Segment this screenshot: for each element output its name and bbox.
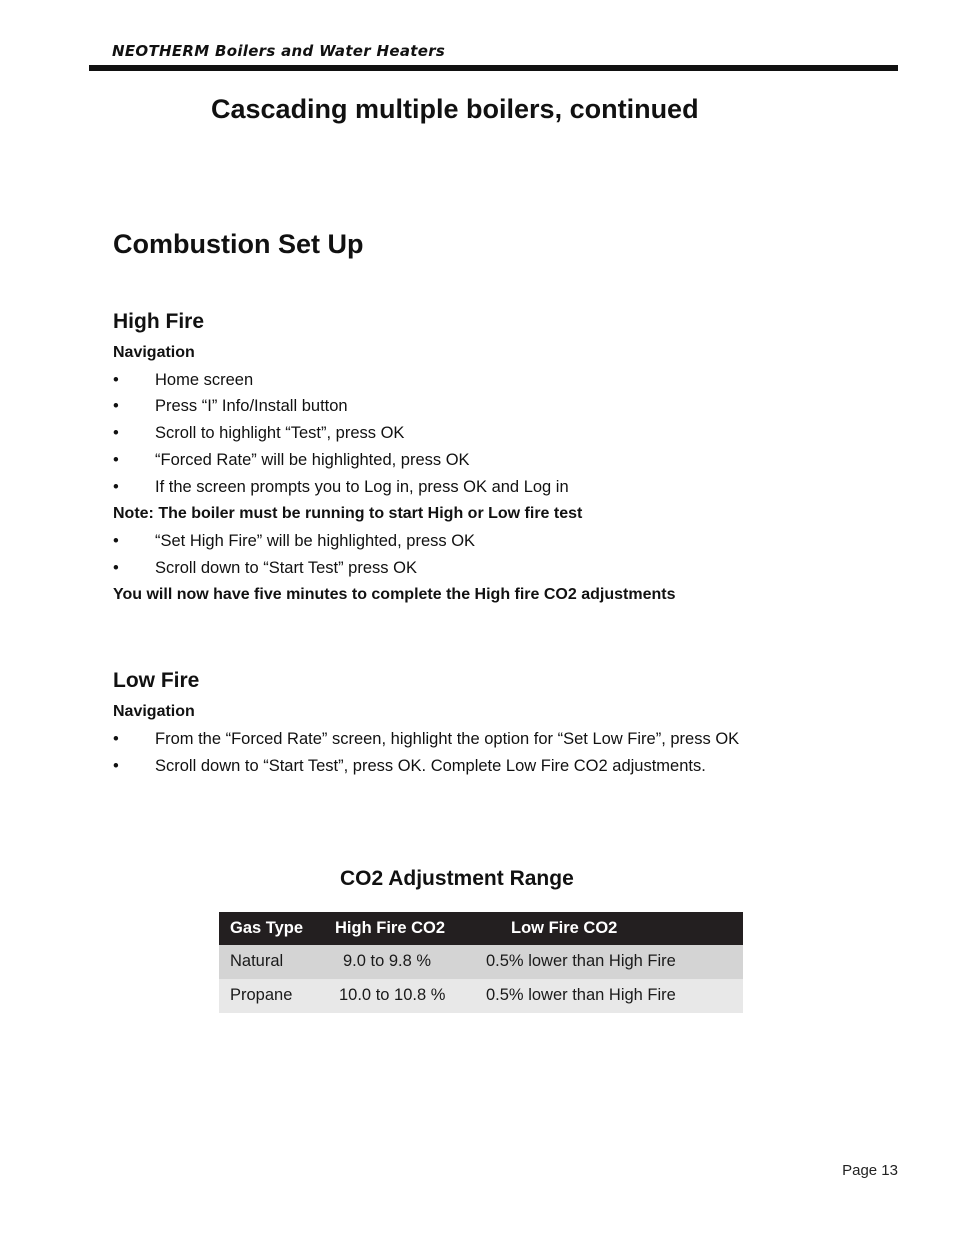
header-divider [89, 65, 898, 71]
section-title: Combustion Set Up [113, 229, 364, 259]
bullet: • [113, 451, 119, 469]
list-item-text: Scroll down to “Start Test”, press OK. Complete Low Fire CO2 adjustments. [155, 757, 706, 775]
table-row [219, 979, 743, 1013]
note-text: Note: The boiler must be running to start High or Low fire test [113, 505, 583, 522]
bullet: • [113, 478, 119, 496]
bullet: • [113, 397, 119, 415]
table-header-row [219, 912, 743, 945]
header-brand: NEOTHERM Boilers and Water Heaters [112, 42, 446, 60]
low-fire-heading: Low Fire [113, 669, 200, 692]
table-cell: Natural [230, 952, 284, 970]
column-header: Low Fire CO2 [511, 919, 618, 937]
table-cell: Propane [230, 986, 293, 1004]
low-fire-navigation-label: Navigation [113, 703, 195, 720]
bullet: • [113, 424, 119, 442]
bullet: • [113, 532, 119, 550]
co2-adjustment-table [219, 912, 743, 1013]
bullet: • [113, 730, 119, 748]
table-row [219, 945, 743, 979]
list-item-text: From the “Forced Rate” screen, highlight the option for “Set Low Fire”, press OK [155, 730, 740, 748]
bullet: • [113, 371, 119, 389]
bullet: • [113, 559, 119, 577]
list-item-text: Scroll to highlight “Test”, press OK [155, 424, 405, 442]
column-header: High Fire CO2 [335, 919, 446, 937]
high-fire-navigation-label: Navigation [113, 344, 195, 361]
table-title: CO2 Adjustment Range [340, 867, 574, 890]
table-cell: 9.0 to 9.8 % [343, 952, 432, 970]
list-item-text: If the screen prompts you to Log in, press OK and Log in [155, 478, 569, 496]
high-fire-heading: High Fire [113, 310, 205, 333]
list-item-text: Scroll down to “Start Test” press OK [155, 559, 417, 577]
list-item-text: Home screen [155, 371, 254, 389]
page-number: Page 13 [842, 1162, 898, 1179]
column-header: Gas Type [230, 919, 304, 937]
page-title: Cascading multiple boilers, continued [211, 94, 699, 124]
list-item-text: “Set High Fire” will be highlighted, press OK [155, 532, 476, 550]
list-item-text: “Forced Rate” will be highlighted, press OK [155, 451, 470, 469]
bullet: • [113, 757, 119, 775]
list-item-text: Press “I” Info/Install button [155, 397, 348, 415]
closing-text: You will now have five minutes to complete the High fire CO2 adjustments [113, 586, 676, 603]
table-cell: 0.5% lower than High Fire [486, 952, 676, 970]
table-cell: 0.5% lower than High Fire [486, 986, 676, 1004]
table-cell: 10.0 to 10.8 % [339, 986, 446, 1004]
